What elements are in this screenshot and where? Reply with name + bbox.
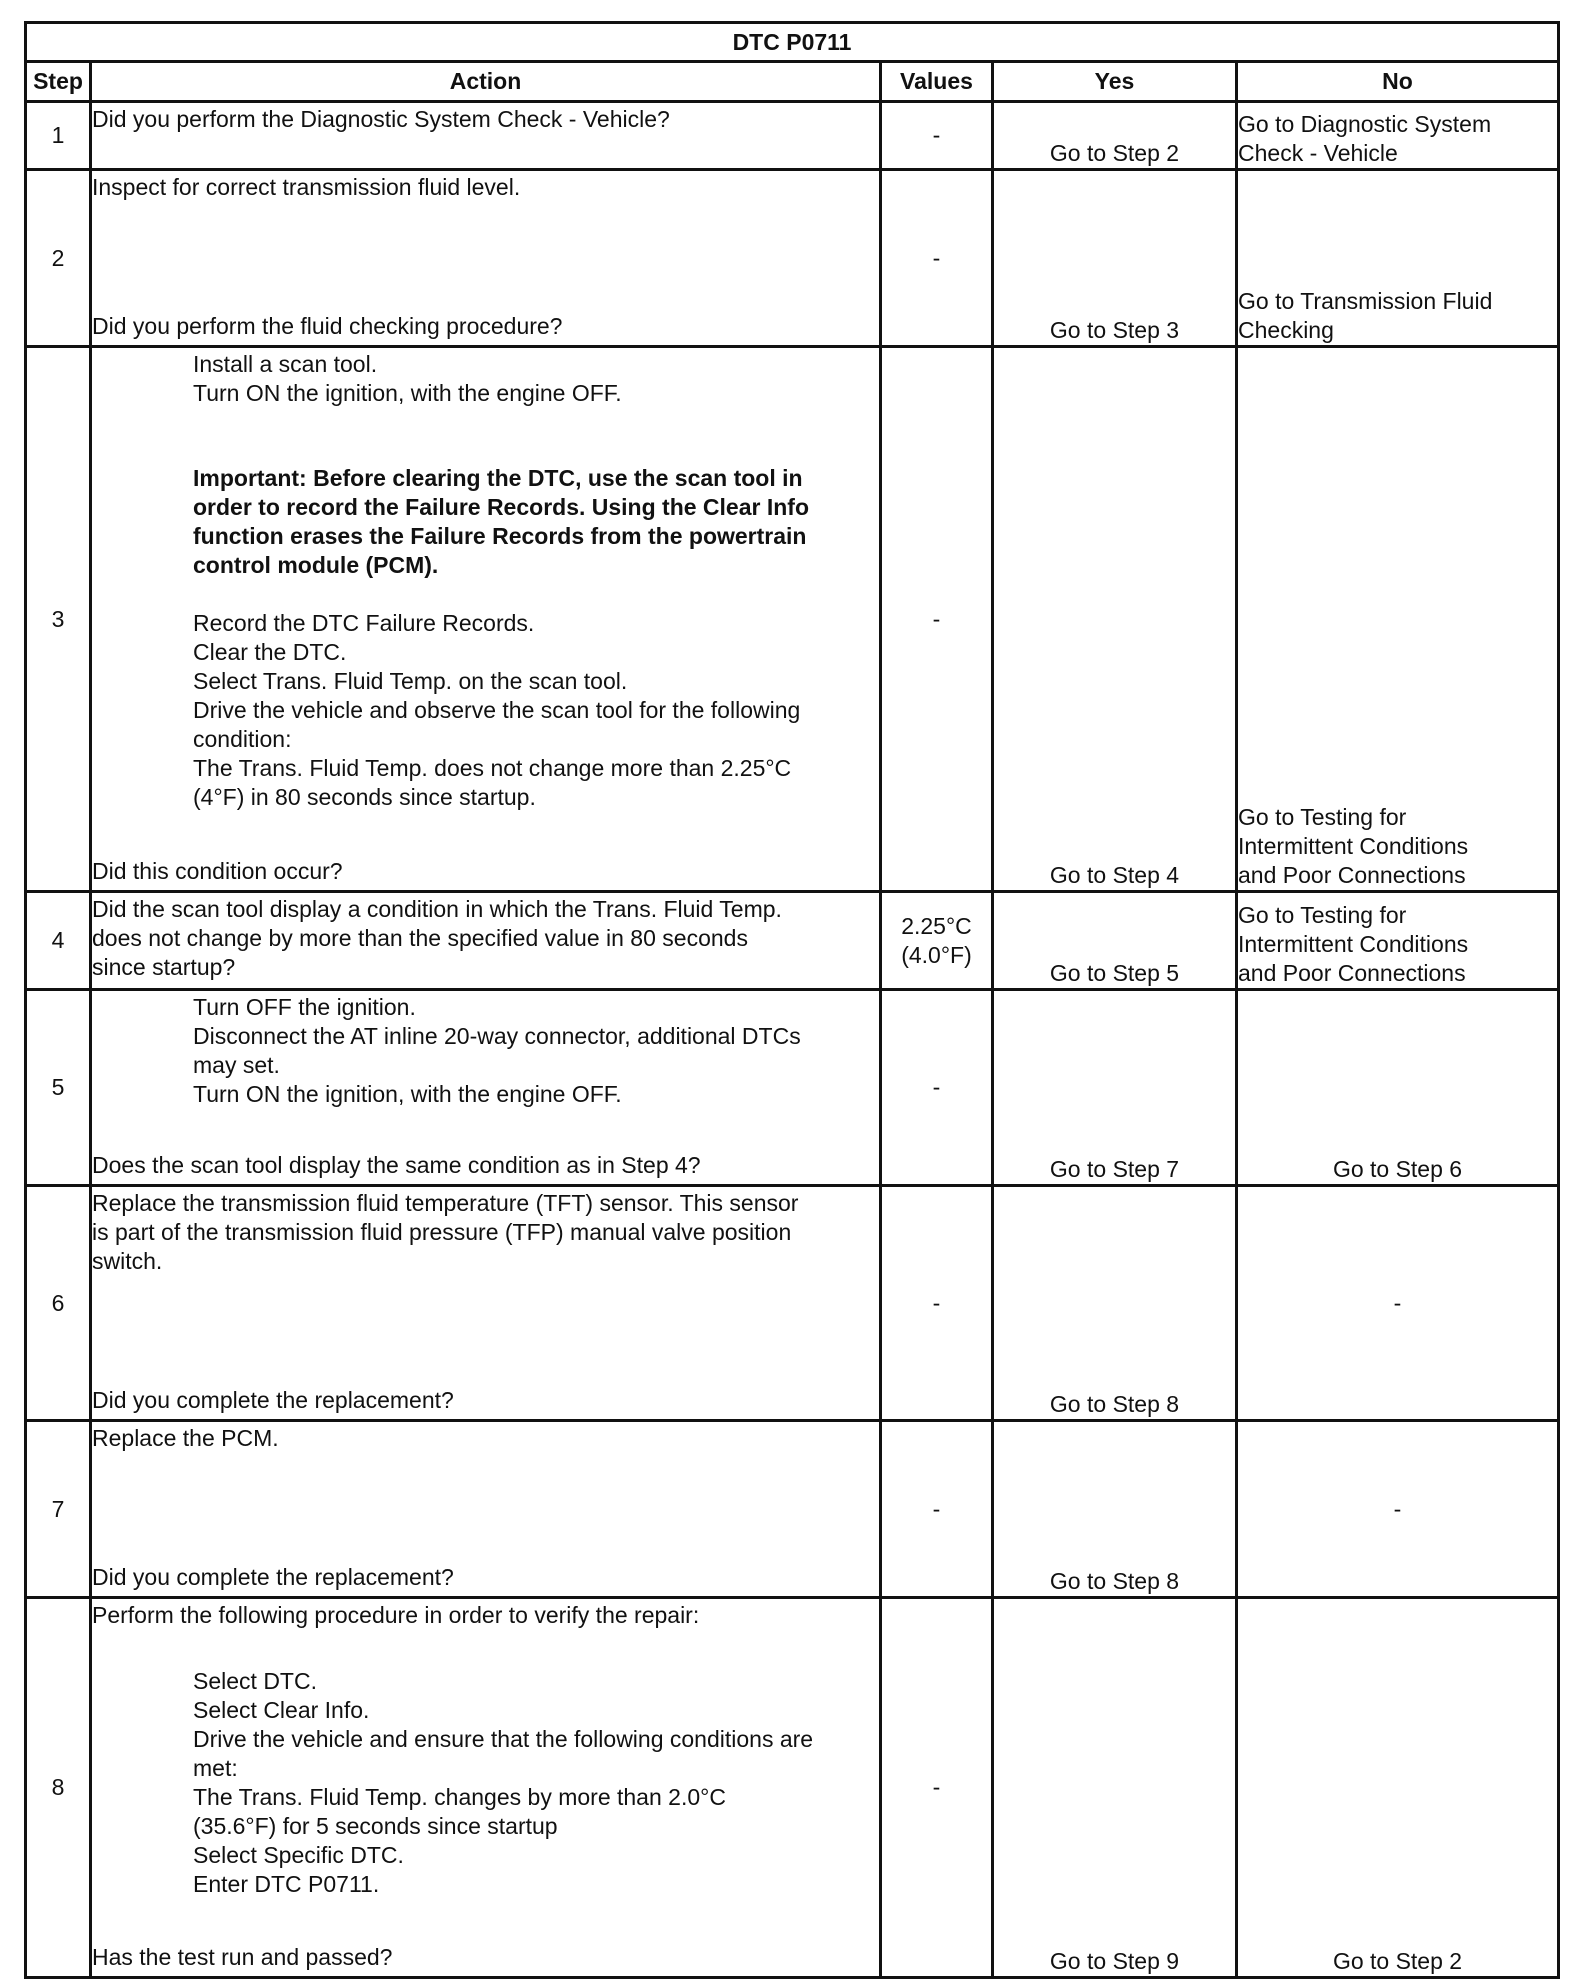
action-line: met:: [193, 1755, 238, 1781]
table-row: [26, 892, 1559, 990]
step-number: 6: [26, 1186, 91, 1421]
yes-cell: Go to Step 2: [993, 102, 1237, 170]
yes-cell: Go to Step 3: [993, 170, 1237, 347]
step-number: 4: [26, 892, 91, 990]
header-action: Action: [91, 62, 881, 102]
action-cell: [91, 1421, 881, 1598]
table-title: DTC P0711: [26, 23, 1559, 62]
values-cell: -: [881, 102, 993, 170]
no-line: Go to Transmission Fluid: [1238, 288, 1493, 314]
action-cell: [91, 990, 881, 1186]
no-line: Go to Diagnostic System: [1238, 111, 1492, 137]
values-cell: -: [881, 1421, 993, 1598]
action-line: Select Specific DTC.: [193, 1842, 404, 1868]
action-line: Did you perform the Diagnostic System Check - Vehicle?: [92, 106, 670, 132]
action-question: Did you perform the fluid checking procedure?: [92, 313, 563, 339]
step-number: 2: [26, 170, 91, 347]
important-line: order to record the Failure Records. Using the Clear Info: [193, 494, 810, 520]
no-cell: -: [1237, 1421, 1559, 1598]
action-line: (35.6°F) for 5 seconds since startup: [193, 1813, 558, 1839]
action-question: Did this condition occur?: [92, 858, 343, 884]
table-row: [26, 1598, 1559, 1978]
table-row: [26, 347, 1559, 892]
no-cell: Go to Step 2: [1237, 1598, 1559, 1978]
action-question: Does the scan tool display the same condition as in Step 4?: [92, 1152, 701, 1178]
action-question: Has the test run and passed?: [92, 1944, 393, 1970]
action-line: may set.: [193, 1052, 280, 1078]
no-cell: [1237, 892, 1559, 990]
no-line: Go to Testing for: [1238, 804, 1407, 830]
dtc-table: [24, 21, 1560, 1979]
header-no: No: [1237, 62, 1559, 102]
action-line: Enter DTC P0711.: [193, 1871, 380, 1897]
yes-cell: Go to Step 5: [993, 892, 1237, 990]
action-line: Perform the following procedure in order to verify the repair:: [92, 1602, 700, 1628]
action-line: does not change by more than the specified value in 80 seconds: [92, 925, 748, 951]
action-line: Inspect for correct transmission fluid level.: [92, 174, 521, 200]
action-line: Turn ON the ignition, with the engine OFF.: [193, 1081, 622, 1107]
no-line: Check - Vehicle: [1238, 140, 1398, 166]
values-cell: -: [881, 170, 993, 347]
no-line: Intermittent Conditions: [1238, 931, 1469, 957]
action-question: Did you complete the replacement?: [92, 1387, 454, 1413]
header-yes: Yes: [993, 62, 1237, 102]
important-line: function erases the Failure Records from the powertrain: [193, 523, 807, 549]
important-note: [193, 464, 879, 580]
yes-cell: Go to Step 7: [993, 990, 1237, 1186]
action-line: The Trans. Fluid Temp. does not change more than 2.25°C: [193, 755, 792, 781]
action-line: Disconnect the AT inline 20-way connector, additional DTCs: [193, 1023, 801, 1049]
value-line: 2.25°C: [901, 912, 972, 939]
table-row: [26, 1421, 1559, 1598]
yes-cell: Go to Step 4: [993, 347, 1237, 892]
action-cell: [91, 1598, 881, 1978]
action-line: Install a scan tool.: [193, 351, 378, 377]
action-line: (4°F) in 80 seconds since startup.: [193, 784, 536, 810]
no-line: Checking: [1238, 317, 1334, 343]
no-cell: [1237, 170, 1559, 347]
no-line: and Poor Connections: [1238, 960, 1466, 986]
action-line: Replace the PCM.: [92, 1425, 279, 1451]
values-cell: -: [881, 347, 993, 892]
step-number: 8: [26, 1598, 91, 1978]
no-line: Go to Testing for: [1238, 902, 1407, 928]
action-cell: [91, 102, 881, 170]
important-line: control module (PCM).: [193, 552, 439, 578]
table-row: [26, 102, 1559, 170]
no-cell: Go to Step 6: [1237, 990, 1559, 1186]
values-cell: -: [881, 1598, 993, 1978]
action-cell: [91, 1186, 881, 1421]
step-number: 3: [26, 347, 91, 892]
action-line: Drive the vehicle and observe the scan tool for the following: [193, 697, 801, 723]
table-row: [26, 1186, 1559, 1421]
action-line: is part of the transmission fluid pressure (TFP) manual valve position: [92, 1219, 792, 1245]
values-cell: [881, 892, 993, 990]
action-line: condition:: [193, 726, 292, 752]
action-line: Drive the vehicle and ensure that the following conditions are: [193, 1726, 814, 1752]
action-line: Select Clear Info.: [193, 1697, 370, 1723]
table-row: [26, 990, 1559, 1186]
action-cell: [91, 892, 881, 990]
action-line: Replace the transmission fluid temperature (TFT) sensor. This sensor: [92, 1190, 799, 1216]
yes-cell: Go to Step 8: [993, 1186, 1237, 1421]
action-line: Turn OFF the ignition.: [193, 994, 416, 1020]
header-row: [26, 62, 1559, 102]
header-values: Values: [881, 62, 993, 102]
values-cell: -: [881, 1186, 993, 1421]
no-line: Intermittent Conditions: [1238, 833, 1469, 859]
action-cell: [91, 170, 881, 347]
values-cell: -: [881, 990, 993, 1186]
action-line: The Trans. Fluid Temp. changes by more than 2.0°C: [193, 1784, 726, 1810]
no-cell: [1237, 102, 1559, 170]
important-line: Important: Before clearing the DTC, use the scan tool in: [193, 465, 803, 491]
step-number: 5: [26, 990, 91, 1186]
action-line: Select DTC.: [193, 1668, 317, 1694]
action-line: switch.: [92, 1248, 163, 1274]
action-line: since startup?: [92, 954, 236, 980]
action-line: Record the DTC Failure Records.: [193, 610, 535, 636]
action-cell: [91, 347, 881, 892]
value-line: (4.0°F): [901, 941, 972, 968]
action-line: Turn ON the ignition, with the engine OFF.: [193, 380, 622, 406]
no-cell: [1237, 347, 1559, 892]
step-number: 1: [26, 102, 91, 170]
table-row: [26, 170, 1559, 347]
action-line: Clear the DTC.: [193, 639, 347, 665]
no-cell: -: [1237, 1186, 1559, 1421]
yes-cell: Go to Step 8: [993, 1421, 1237, 1598]
no-line: and Poor Connections: [1238, 862, 1466, 888]
action-line: Select Trans. Fluid Temp. on the scan tool.: [193, 668, 628, 694]
action-question: Did you complete the replacement?: [92, 1564, 454, 1590]
step-number: 7: [26, 1421, 91, 1598]
header-step: Step: [26, 62, 91, 102]
yes-cell: Go to Step 9: [993, 1598, 1237, 1978]
action-line: Did the scan tool display a condition in which the Trans. Fluid Temp.: [92, 896, 782, 922]
